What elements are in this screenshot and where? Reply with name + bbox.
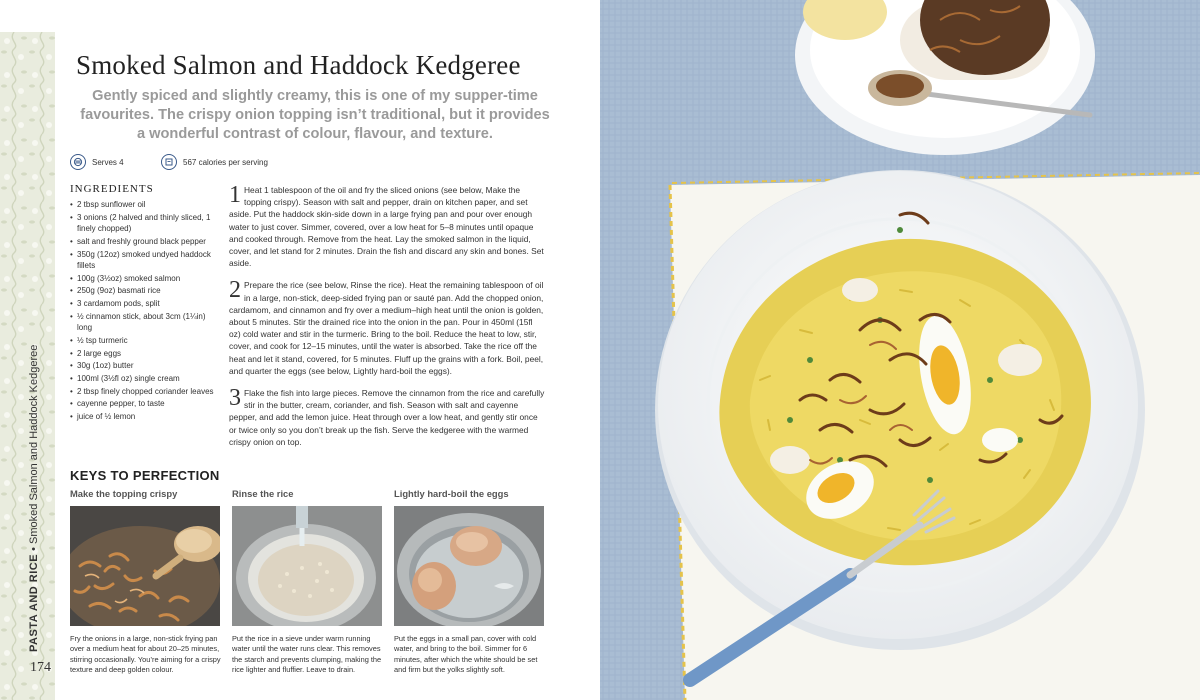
step-number: 1 [229,182,241,208]
recipe-title: Smoked Salmon and Haddock Kedgeree [76,50,521,80]
calories-info [161,154,268,170]
ingredient-item: • 2 large eggs [70,348,220,359]
kedgeree-dish-photo [600,0,1200,700]
ingredient-item: • 250g (9oz) basmati rice [70,285,220,296]
ingredient-item: • salt and freshly ground black pepper [70,236,220,247]
ingredient-item: • ½ tsp turmeric [70,335,220,346]
ingredient-item: • juice of ½ lemon [70,411,220,422]
ingredient-item: • 100ml (3½fl oz) single cream [70,373,220,384]
scale-icon [161,154,177,170]
calories-text: 567 calories per serving [183,157,268,167]
ingredient-item: • 2 tbsp finely chopped coriander leaves [70,386,220,397]
page-number: 174 [30,660,51,675]
ingredients-heading: INGREDIENTS [70,183,154,195]
key-title-1: Make the topping crispy [70,488,178,499]
recipe-intro: Gently spiced and slightly creamy, this is one of my supper-time favourites. The crispy onion topping isn’t traditional, but it provides a wonderful contrast of colour, flavour, and texture. [80,88,550,142]
ingredients-list [70,199,220,424]
boil-eggs-photo [394,506,544,626]
key-text-2: Put the rice in a sieve under warm running water until the water runs clear. This removes the starch and prevents clumping, making the rice lighter and fluffier. Leave to drain. [232,634,382,675]
plate-icon [70,154,86,170]
method-step-2 [229,279,545,377]
step-text: Heat 1 tablespoon of the oil and fry the sliced onions (see below, Make the topping crispy). Season with salt and pepper, drain on kitchen paper, and set aside. Put the haddock skin-side down in a large frying pan and pour over enough water to just cover. Simmer, covered, over a low heat for 5–8 minutes until opaque and cooked through. Remove from the heat. Lay the smoked salmon in the liquid, cover, and let stand for 2 minutes. Drain the fish and discard any skin and bones. Set aside. [229,185,544,269]
ingredient-item: • cayenne pepper, to taste [70,398,220,409]
key-title-3: Lightly hard-boil the eggs [394,488,509,499]
ingredient-item: • 30g (1oz) butter [70,360,220,371]
ingredient-item: • 350g (12oz) smoked undyed haddock fillets [70,249,220,272]
running-header: PASTA AND RICE • Smoked Salmon and Haddock Kedgeree [28,344,40,652]
key-text-3: Put the eggs in a small pan, cover with cold water, and bring to the boil. Simmer for 6 minutes, after which the white should be set and firm but the yolks slightly soft. [394,634,538,675]
section-label: PASTA AND RICE [28,553,40,652]
key-title-2: Rinse the rice [232,488,294,499]
method-steps [229,184,545,458]
method-step-3 [229,387,545,448]
ingredient-item: • ½ cinnamon stick, about 3cm (1¼in) long [70,311,220,334]
rinse-rice-photo [232,506,382,626]
ingredient-item: • 3 cardamom pods, split [70,298,220,309]
step-number: 3 [229,385,241,412]
serves-text: Serves 4 [92,157,124,167]
serves-info [70,154,124,170]
step-text: Prepare the rice (see below, Rinse the rice). Heat the remaining tablespoon of oil in a large, non-stick, deep-sided frying pan or sauté pan. Add the chopped onion, cardamom, and cinnamon and fry over a medium–high heat until the onion is golden, about 5 minutes. Stir the drained rice into the onion in the pan. Pour in 450ml (15fl oz) cold water and stir in the turmeric. Bring to the boil. Reduce the heat to low, stir, cover, and cook for 12–15 minutes, until the water is absorbed. Take the rice off the heat and let it stand, covered, for 5 minutes. Fluff up the grains with a fork. Boil, peel, and quarter the eggs (see below, Lightly hard-boil the eggs). [229,280,544,376]
step-text: Flake the fish into large pieces. Remove the cinnamon from the rice and carefully stir in the butter, cream, coriander, and fish. Season with salt and cayenne pepper, and add the lemon juice. Heat through over a low heat, and gently stir once or twice only so you don’t break up the fish. Serve the kedgeree with the warmed crispy onion on top. [229,388,545,447]
ingredient-item: • 100g (3½oz) smoked salmon [70,273,220,284]
keys-heading: KEYS TO PERFECTION [70,468,220,483]
crispy-onions-photo [70,506,220,626]
method-step-1 [229,184,545,269]
step-number: 2 [229,277,241,304]
running-title: Smoked Salmon and Haddock Kedgeree [28,344,40,544]
ingredient-item: • 2 tbsp sunflower oil [70,199,220,210]
ingredient-item: • 3 onions (2 halved and thinly sliced, 1 finely chopped) [70,212,220,235]
key-text-1: Fry the onions in a large, non-stick frying pan over a medium heat for about 20–25 minutes, stirring occasionally. You’re aiming for a crispy texture and deep golden colour. [70,634,221,675]
